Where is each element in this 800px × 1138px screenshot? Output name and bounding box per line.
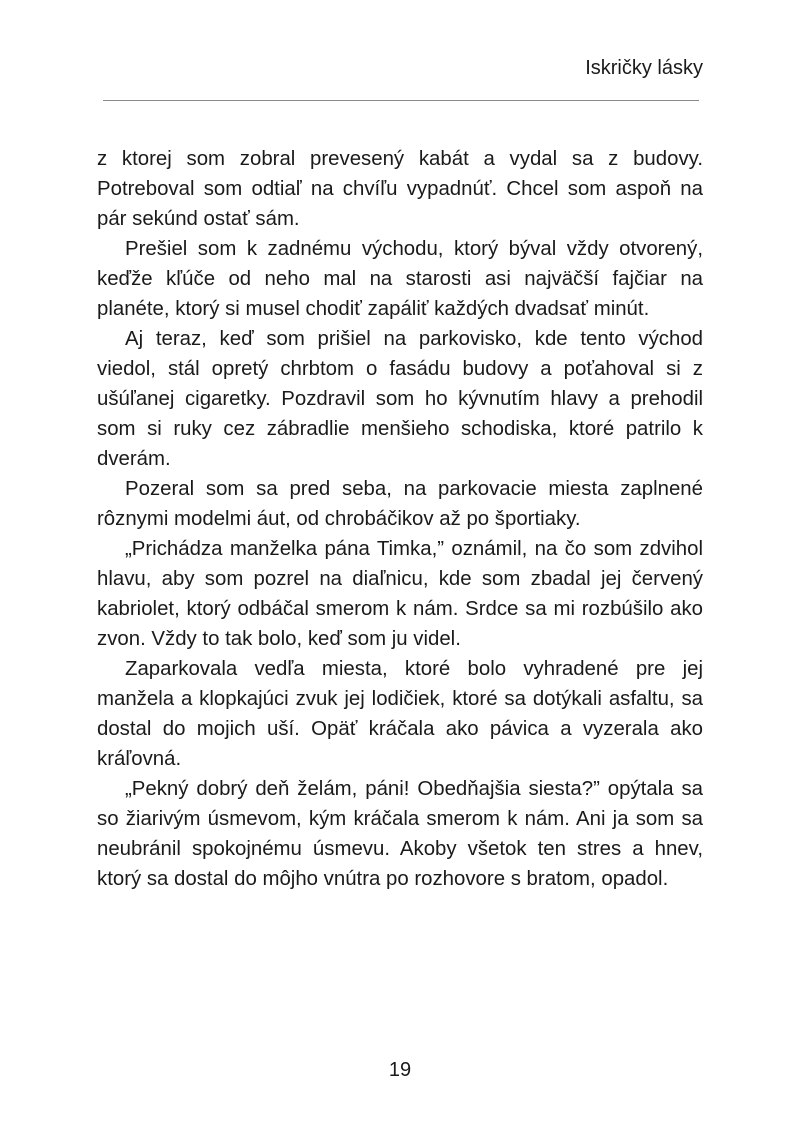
paragraph: „Prichádza manželka pána Timka,” oznámil, na čo som zdvihol hlavu, aby som pozrel na diaľnicu, kde som zbadal jej červený kabriolet, ktorý odbáčal smerom k nám. Srdce sa mi rozbúšilo ako zvon. Vždy to tak bolo, keď som ju videl. <box>97 538 703 650</box>
page-body <box>97 144 703 894</box>
paragraph: Pozeral som sa pred seba, na parkovacie miesta zaplnené rôznymi modelmi áut, od chrobáčikov až po športiaky. <box>97 478 703 530</box>
header-divider <box>103 100 699 101</box>
paragraph: Prešiel som k zadnému východu, ktorý býval vždy otvorený, keďže kľúče od neho mal na starosti asi najväčší fajčiar na planéte, ktorý si musel chodiť zapáliť každých dvadsať minút. <box>97 238 703 320</box>
paragraph: Aj teraz, keď som prišiel na parkovisko, kde tento východ viedol, stál opretý chrbtom o fasádu budovy a poťahoval si z ušúľanej cigaretky. Pozdravil som ho kývnutím hlavy a prehodil som si ruky cez zábradlie menšieho schodiska, ktoré patrilo k dverám. <box>97 328 703 470</box>
paragraph: „Pekný dobrý deň želám, páni! Obedňajšia siesta?” opýtala sa so žiarivým úsmevom, kým kráčala smerom k nám. Ani ja som sa neubránil spokojnému úsmevu. Akoby všetok ten stres a hnev, ktorý sa dostal do môjho vnútra po rozhovore s bratom, opadol. <box>97 778 703 890</box>
running-header-title: Iskričky lásky <box>585 57 703 79</box>
paragraph: Zaparkovala vedľa miesta, ktoré bolo vyhradené pre jej manžela a klopkajúci zvuk jej lodičiek, ktoré sa dotýkali asfaltu, sa dostal do mojich uší. Opäť kráčala ako pávica a vyzerala ako kráľovná. <box>97 658 703 770</box>
paragraph: z ktorej som zobral prevesený kabát a vydal sa z budovy. Potreboval som odtiaľ na chvíľu vypadnúť. Chcel som aspoň na pár sekúnd ostať sám. <box>97 148 703 230</box>
page-number: 19 <box>388 1059 412 1081</box>
